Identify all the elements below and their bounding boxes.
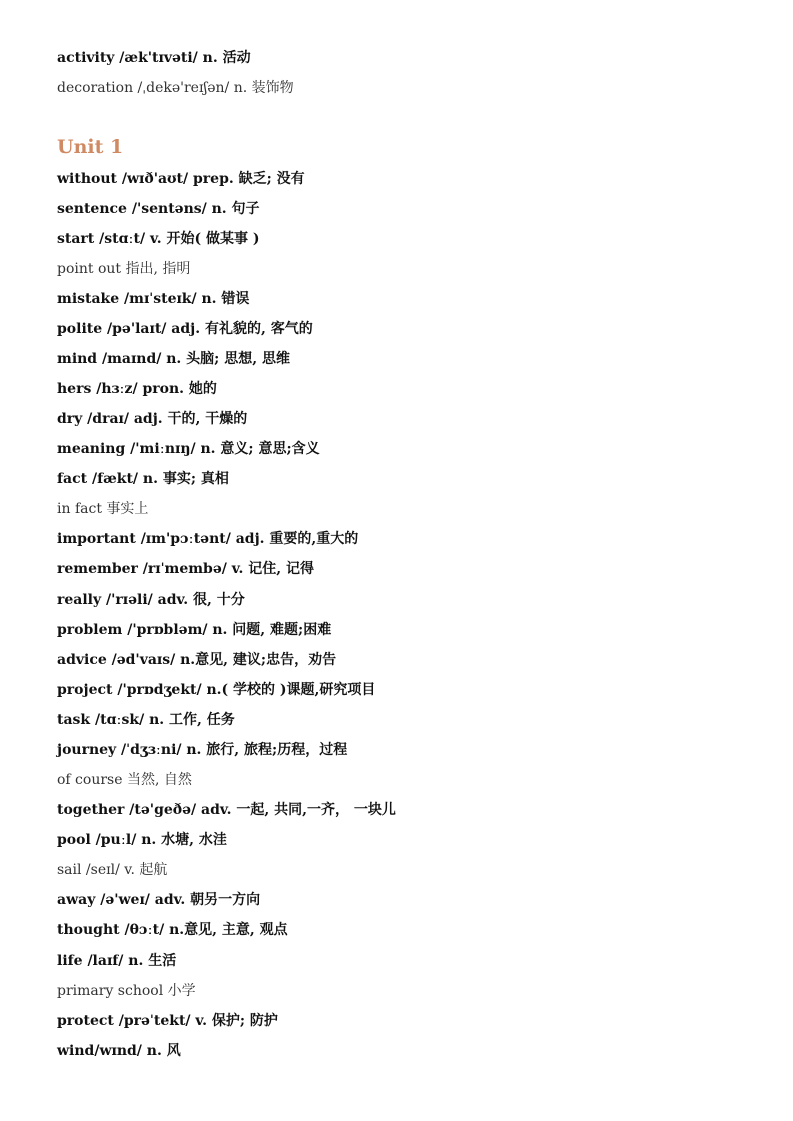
vocab-entry: journey /ˈdʒɜːni/ n. 旅行, 旅程;历程，过程 xyxy=(57,742,348,758)
vocab-entry: start /stɑːt/ v. 开始( 做某事 ) xyxy=(57,231,260,247)
vocab-entry: decoration /ˌdekə'reɪʃən/ n. 装饰物 xyxy=(57,80,294,96)
vocab-entry: activity /æk'tɪvəti/ n. 活动 xyxy=(57,50,251,66)
vocab-entry: really /'rɪəli/ adv. 很, 十分 xyxy=(57,592,245,608)
vocab-entry: sentence /'sentəns/ n. 句子 xyxy=(57,201,260,217)
vocab-entry: hers /hɜːz/ pron. 她的 xyxy=(57,381,217,397)
vocab-entry: without /wɪð'aʊt/ prep. 缺乏; 没有 xyxy=(57,171,305,187)
vocab-entry: problem /'prɒbləm/ n. 问题, 难题;困难 xyxy=(57,622,332,638)
vocab-entry: primary school 小学 xyxy=(57,983,196,999)
vocab-entry: pool /puːl/ n. 水塘, 水洼 xyxy=(57,832,227,848)
vocab-entry: project /'prɒdʒekt/ n.( 学校的 )课题,研究项目 xyxy=(57,682,376,698)
vocab-entry: away /ə'weɪ/ adv. 朝另一方向 xyxy=(57,892,261,908)
vocab-entry: of course 当然, 自然 xyxy=(57,772,192,788)
vocab-entry: mind /maɪnd/ n. 头脑; 思想, 思维 xyxy=(57,351,290,367)
vocab-entry: meaning /'miːnɪŋ/ n. 意义; 意思;含义 xyxy=(57,441,320,457)
vocab-entry: mistake /mɪˈsteɪk/ n. 错误 xyxy=(57,291,250,307)
vocab-entry: wind/wɪnd/ n. 风 xyxy=(57,1043,181,1059)
vocab-entry: dry /draɪ/ adj. 干的, 干燥的 xyxy=(57,411,248,427)
unit-heading: Unit 1 xyxy=(57,136,124,158)
vocab-entry: fact /fækt/ n. 事实; 真相 xyxy=(57,471,229,487)
vocab-entry: polite /pə'laɪt/ adj. 有礼貌的, 客气的 xyxy=(57,321,313,337)
vocab-entry: task /tɑːsk/ n. 工作, 任务 xyxy=(57,712,235,728)
vocab-entry: protect /prəˈtekt/ v. 保护; 防护 xyxy=(57,1013,278,1029)
vocab-entry: life /laɪf/ n. 生活 xyxy=(57,953,177,969)
vocab-entry: thought /θɔːt/ n.意见, 主意, 观点 xyxy=(57,922,288,938)
vocab-entry: remember /rɪˈmembə/ v. 记住, 记得 xyxy=(57,561,314,577)
vocab-entry: advice /əd'vaɪs/ n.意见, 建议;忠告，劝告 xyxy=(57,652,337,668)
vocab-entry: sail /seɪl/ v. 起航 xyxy=(57,862,168,878)
vocab-entry: together /tə'geðə/ adv. 一起, 共同,一齐， 一块儿 xyxy=(57,802,396,818)
vocab-entry: important /ɪm'pɔːtənt/ adj. 重要的,重大的 xyxy=(57,531,359,547)
vocab-entry: point out 指出, 指明 xyxy=(57,261,191,277)
vocab-entry: in fact 事实上 xyxy=(57,501,149,517)
